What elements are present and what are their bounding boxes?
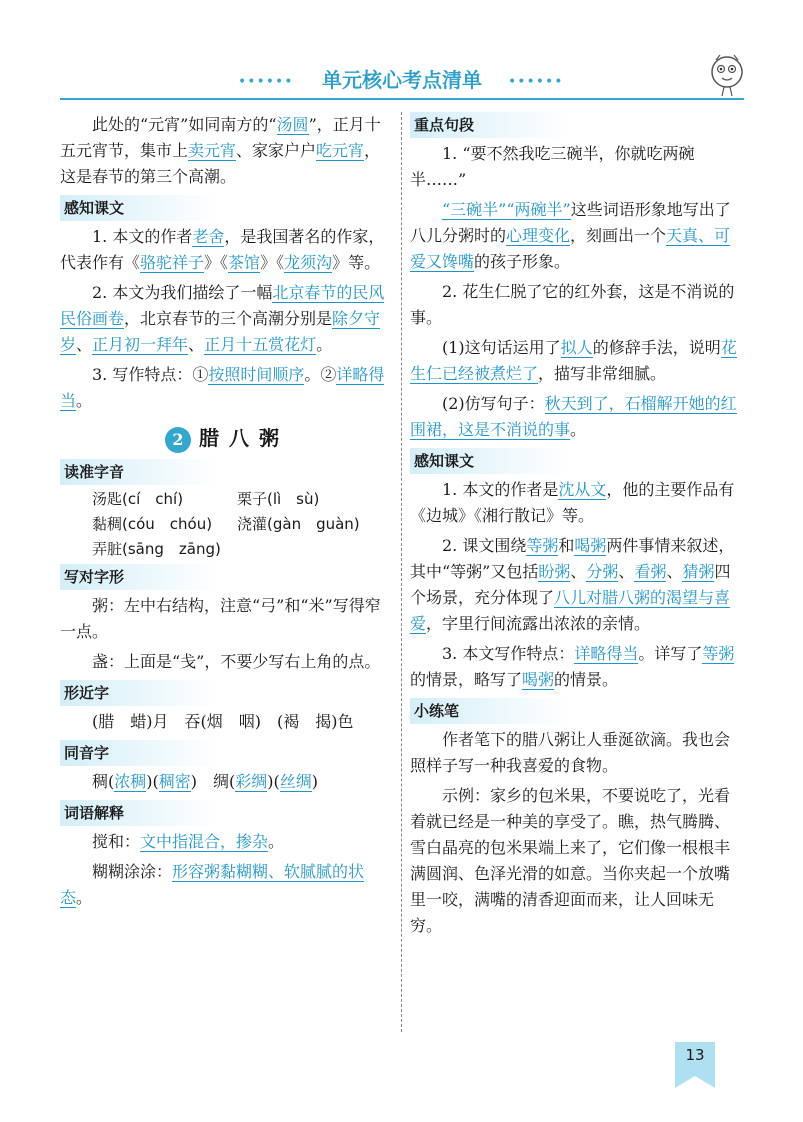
paragraph: 3. 写作特点：①按照时间顺序。②详略得当。: [60, 365, 385, 410]
paragraph: 稠(浓稠)(稠密) 绸(彩绸)(丝绸): [92, 772, 319, 791]
right-column: [410, 112, 744, 939]
section-title: 重点句段: [410, 112, 568, 138]
pron-row: 黏稠(cóu chóu) 浇灌(gàn guàn): [92, 515, 360, 533]
lesson-title: 腊八粥: [199, 426, 289, 450]
section-title: 感知课文: [60, 195, 218, 221]
paragraph: 2. 花生仁脱了它的红外套，这是不消说的事。: [410, 282, 735, 327]
section-title: 读准字音: [60, 459, 218, 485]
paragraph: 作者笔下的腊八粥让人垂涎欲滴。我也会照样子写一种我喜爱的食物。: [410, 730, 731, 775]
lesson-heading: [60, 422, 394, 453]
paragraph: 3. 本文写作特点：详略得当。详写了等粥的情景，略写了喝粥的情景。: [410, 644, 735, 689]
cartoon-face-icon: [706, 52, 748, 98]
paragraph: “三碗半”“两碗半”这些词语形象地写出了八儿分粥时的心理变化，刻画出一个天真、可爱又馋嘴的孩子形象。: [410, 200, 731, 271]
left-column: [60, 112, 394, 911]
section-title: 词语解释: [60, 800, 218, 826]
intro-paragraph: 此处的“元宵”如同南方的“汤圆”，正月十五元宵节，集市上卖元宵、家家户户吃元宵，这是春节的第三个高潮。: [60, 115, 381, 186]
page-title: 单元核心考点清单: [322, 68, 482, 92]
column-divider: [401, 112, 402, 1032]
section-title: 感知课文: [410, 448, 568, 474]
page-number-tab: [675, 1042, 715, 1088]
section-title: 小练笔: [410, 698, 568, 724]
paragraph: (腊 蜡)月 吞(烟 咽) (褐 揭)色: [92, 712, 354, 731]
pron-row: 弄脏(sāng zāng): [92, 540, 221, 558]
section-title: 写对字形: [60, 564, 218, 590]
paragraph: 1. 本文的作者是沈从文，他的主要作品有《边城》《湘行散记》等。: [410, 480, 735, 525]
paragraph: (1)这句话运用了拟人的修辞手法，说明花生仁已经被煮烂了，描写非常细腻。: [410, 338, 737, 383]
paragraph: 粥：左中右结构，注意“弓”和“米”写得窄一点。: [60, 596, 381, 641]
paragraph: 1. 本文的作者老舍，是我国著名的作家，代表作有《骆驼祥子》《茶馆》《龙须沟》等。: [60, 227, 385, 272]
header-rule: [60, 98, 744, 100]
section-title: 形近字: [60, 680, 218, 706]
paragraph: 2. 课文围绕等粥和喝粥两件事情来叙述，其中“等粥”又包括盼粥、分粥、看粥、猜粥四个场景，充分体现了八儿对腊八粥的渴望与喜爱，字里行间流露出浓浓的亲情。: [410, 536, 735, 633]
paragraph: 糊糊涂涂：形容粥黏糊糊、软腻腻的状态。: [60, 862, 365, 907]
header-dots-left: ••••••: [238, 74, 294, 90]
paragraph: 示例：家乡的包米果，不要说吃了，光看着就已经是一种美的享受了。瞧，热气腾腾、雪白晶亮的包米果端上来了，它们像一根根丰满圆润、色泽光滑的如意。当你夹起一个放嘴里一咬，满嘴的清香迎面而来，让人回味无穷。: [410, 786, 731, 935]
paragraph: 盏：上面是“戋”，不要少写右上角的点。: [92, 652, 381, 671]
header-dots-right: ••••••: [508, 74, 564, 90]
paragraph: 搅和：文中指混合，掺杂。: [92, 832, 285, 851]
paragraph: 1. “要不然我吃三碗半，你就吃两碗半……”: [410, 144, 695, 189]
paragraph: 2. 本文为我们描绘了一幅北京春节的民风民俗画卷，北京春节的三个高潮分别是除夕守岁、正月初一拜年、正月十五赏花灯。: [60, 283, 385, 354]
lesson-number: 2: [165, 427, 191, 453]
page-number: 13: [685, 1046, 705, 1064]
section-title: 同音字: [60, 740, 218, 766]
page-header: [60, 58, 744, 102]
pron-row: 汤匙(cí chí) 栗子(lì sù): [92, 490, 320, 508]
paragraph: (2)仿写句子：秋天到了，石榴解开她的红围裙，这是不消说的事。: [410, 394, 737, 439]
